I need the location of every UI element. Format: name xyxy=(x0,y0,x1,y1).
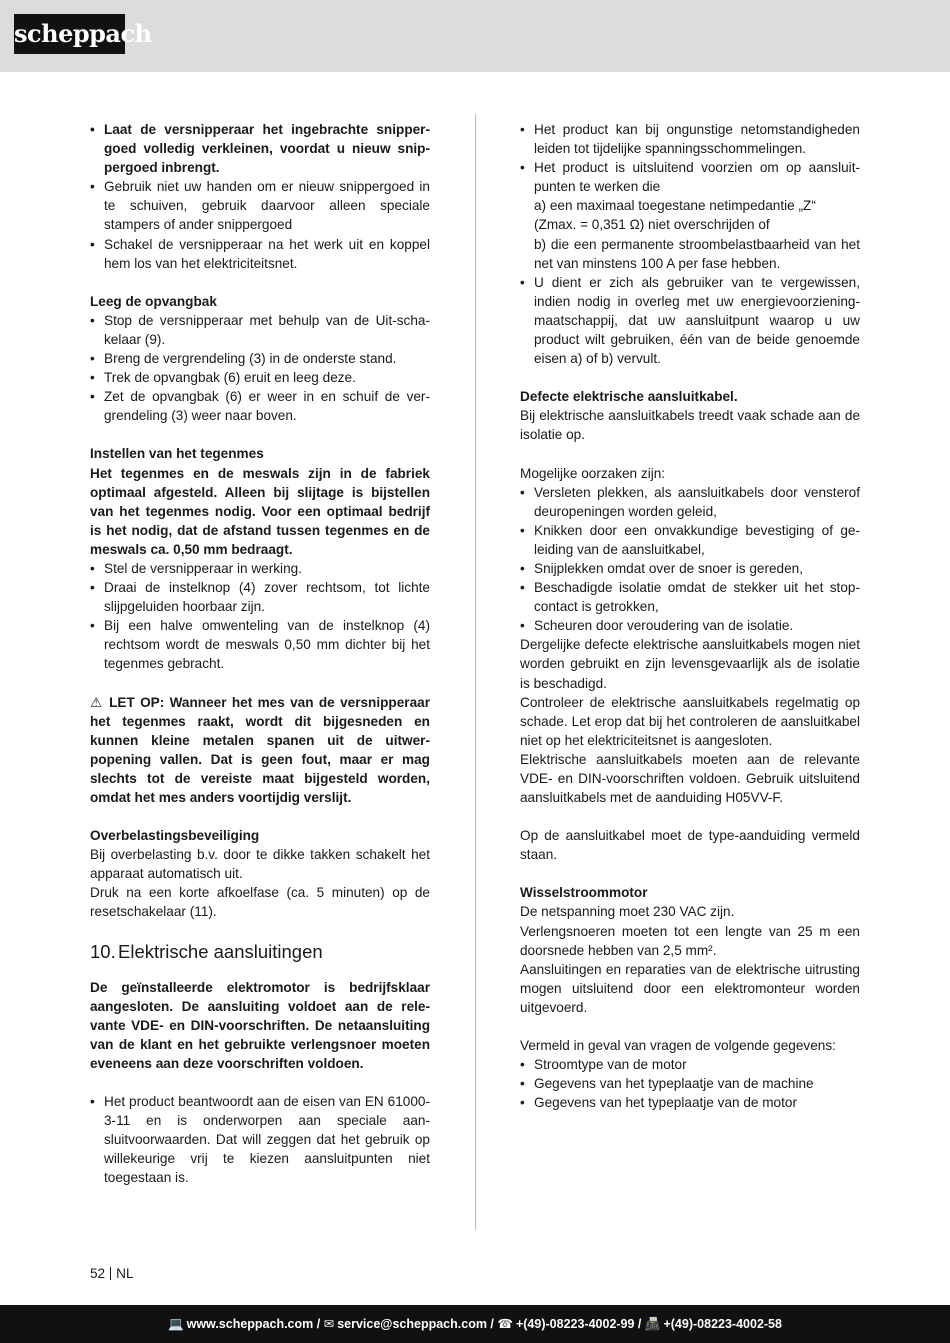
list-item: • Draai de instelknop (4) zover rechtsom, tot lichte slijpgeluiden hoorbaar zijn. xyxy=(90,578,430,616)
warning-icon: ⚠ xyxy=(90,694,104,710)
cable-paragraph: Elektrische aansluitkabels moeten aan de relevante VDE- en DIN-voorschriften voldoen. Gebruik uitsluitend aansluitkabels met de aanduiding H05VV-F. xyxy=(520,751,860,806)
list-item: • Het product beantwoordt aan de eisen van EN 61000-3-11 en is onderworpen aan speciale aansluitvoorwaarden. Dat will zeggen dat het gebruik op willekeurige vrij te kiezen aansluitpunten niet toegestaan is. xyxy=(90,1092,430,1187)
contact-bar xyxy=(0,1305,950,1343)
cable-text: Bij elektrische aansluitkabels treedt vaak schade aan de isolatie op. xyxy=(520,408,860,443)
cable-paragraph: Dergelijke defecte elektrische aansluitkabels mogen niet worden gebruikt en zijn levensgevaarlijk als de isolatie is beschadigd. xyxy=(520,637,860,691)
section-list xyxy=(90,1092,430,1187)
page-footer xyxy=(90,1265,134,1283)
phone-icon: ☎ xyxy=(497,1317,513,1331)
list-item: • Laat de versnipperaar het ingebrachte snippergoed volledig verkleinen, voordat u nieuw snippergoed inbrengt. xyxy=(90,120,430,177)
mail-icon: ✉ xyxy=(323,1317,335,1331)
list-item: • Trek de opvangbak (6) eruit en leeg deze. xyxy=(90,368,430,387)
computer-icon: 💻 xyxy=(168,1317,184,1331)
grid-requirements-list xyxy=(520,120,860,368)
footer-separator xyxy=(110,1267,111,1280)
list-item: • Knikken door een onvakkundige bevestiging of geleiding van de aansluitkabel, xyxy=(520,521,860,559)
fax-icon: 📠 xyxy=(644,1317,661,1331)
info-intro: Vermeld in geval van vragen de volgende gegevens: xyxy=(520,1038,836,1054)
list-item: • Gegevens van het typeplaatje van de machine xyxy=(520,1074,860,1093)
list-item: • Beschadigde isolatie omdat de stekker uit het stopcontact is getrokken, xyxy=(520,578,860,616)
list-item: • Scheuren door veroudering van de isolatie. xyxy=(520,616,860,635)
email-link[interactable]: service@scheppach.com / xyxy=(337,1317,494,1331)
list-item: • Zet de opvangbak (6) er weer in en schuif de vergrendeling (3) weer naar boven. xyxy=(90,387,430,425)
right-column xyxy=(520,120,860,1112)
section-title-text: Elektrische aansluitingen xyxy=(118,940,323,962)
cable-paragraph: Op de aansluitkabel moet de type-aanduiding vermeld staan. xyxy=(520,828,860,863)
warning-text: LET OP: Wanneer het mes van de versnipperaar het tegenmes raakt, wordt dit bijgesneden en kunnen kleine metalen spanen uit de uitwerpopening vallen. Dat is geen fout, maar er mag slechts tot de vereiste maat bijgesteld worden, omdat het mes anders voortijdig verslijt. xyxy=(90,694,430,805)
motor-paragraph: De netspanning moet 230 VAC zijn. xyxy=(520,904,735,920)
list-item: • Schakel de versnipperaar na het werk uit en koppel hem los van het elektriciteitsnet. xyxy=(90,235,430,273)
list-item: • Stop de versnipperaar met behulp van de Uit-schakelaar (9). xyxy=(90,311,430,349)
section-title xyxy=(90,940,430,964)
motor-paragraph: Aansluitingen en reparaties van de elektrische uitrusting mogen uitsluitend door een elektromonteur worden uitgevoerd. xyxy=(520,961,860,1015)
list-item: • Snijplekken omdat over de snoer is gereden, xyxy=(520,559,860,578)
fax-number: +(49)-08223-4002-58 xyxy=(663,1317,782,1331)
requirement-a: a) een maximaal toegestane netimpedantie „Z“ xyxy=(534,198,816,214)
motor-paragraph: Verlengsnoeren moeten tot een lengte van 25 m een doorsnede hebben van 2,5 mm². xyxy=(520,923,860,958)
website-link[interactable]: www.scheppach.com / xyxy=(186,1317,321,1331)
adjust-heading: Instellen van het tegenmes xyxy=(90,446,264,462)
info-list xyxy=(520,1055,860,1112)
scheppach-logo: scheppach xyxy=(14,14,125,54)
list-item: • Stel de versnipperaar in werking. xyxy=(90,559,430,578)
cable-heading: Defecte elektrische aansluitkabel. xyxy=(520,389,738,405)
adjust-list xyxy=(90,559,430,674)
column-divider xyxy=(475,114,476,1230)
overload-text: Bij overbelasting b.v. door te dikke takken schakelt het apparaat automatisch uit. xyxy=(90,847,430,882)
left-column xyxy=(90,120,430,1188)
motor-heading: Wisselstroommotor xyxy=(520,885,648,901)
list-item: • Stroomtype van de motor xyxy=(520,1055,860,1074)
list-item: • Het product kan bij ongunstige netomstandigheden leiden tot tijdelijke spanningsschommelingen. xyxy=(520,120,860,158)
overload-heading: Overbelastingsbeveiliging xyxy=(90,828,260,844)
list-item-intro: • Het product is uitsluitend voorzien om op aansluitpunten te werken die xyxy=(534,160,860,195)
section-intro: De geïnstalleerde elektromotor is bedrijfsklaar aangesloten. De aansluiting voldoet aan de relevante VDE- en DIN-voorschriften. De netaansluiting van de klant en het gebruikte verlengsnoer moeten eveneens aan deze voorschriften voldoen. xyxy=(90,979,430,1071)
adjust-intro: Het tegenmes en de meswals zijn in de fabriek optimaal afgesteld. Alleen bij slijtage is bijstellen van het tegenmes nodig. Voor een optimaal bedrijf is het nodig, dat de afstand tussen tegenmes en de meswals ca. 0,50 mm bedraagt. xyxy=(90,465,430,557)
intro-list xyxy=(90,120,430,273)
list-item: • Versleten plekken, als aansluitkabels door vensterof deuropeningen worden geleid, xyxy=(520,483,860,521)
language-code: NL xyxy=(116,1266,134,1281)
empty-bin-list xyxy=(90,311,430,426)
list-item xyxy=(520,158,860,273)
list-item: • Breng de vergrendeling (3) in de onderste stand. xyxy=(90,349,430,368)
list-item: • Gebruik niet uw handen om er nieuw snippergoed in te schuiven, gebruik daarvoor alleen speciale stampers of ander snippergoed xyxy=(90,177,430,234)
list-item: • Bij een halve omwenteling van de instelknop (4) rechtsom wordt de meswals 0,50 mm dichter bij het tegenmes gebracht. xyxy=(90,616,430,673)
section-number: 10. xyxy=(90,940,116,962)
warning-note xyxy=(90,693,430,808)
phone-number[interactable]: +(49)-08223-4002-99 / xyxy=(515,1317,642,1331)
cable-paragraph: Controleer de elektrische aansluitkabels regelmatig op schade. Let erop dat bij het controleren de aansluitkabel niet op het elektriciteitsnet is aangesloten. xyxy=(520,694,860,748)
causes-list xyxy=(520,483,860,636)
page-number: 52 xyxy=(90,1266,106,1281)
causes-intro: Mogelijke oorzaken zijn: xyxy=(520,465,666,481)
list-item: • U dient er zich als gebruiker van te vergewissen, indien nodig in overleg met uw energievoorzieningmaatschappij, dat uw aansluitpunt waarop u uw product wilt gebruiken, één van de beide genoemde eisen a) of b) vervult. xyxy=(520,273,860,368)
requirement-b: b) die een permanente stroombelastbaarheid van het net van minstens 100 A per fase hebben. xyxy=(534,236,860,271)
header-bar xyxy=(0,0,950,72)
empty-bin-heading: Leeg de opvangbak xyxy=(90,293,217,309)
overload-reset-text: Druk na een korte afkoelfase (ca. 5 minuten) op de resetschakelaar (11). xyxy=(90,885,430,920)
requirement-a-detail: (Zmax. = 0,351 Ω) niet overschrijden of xyxy=(534,217,770,233)
list-item: • Gegevens van het typeplaatje van de motor xyxy=(520,1093,860,1112)
